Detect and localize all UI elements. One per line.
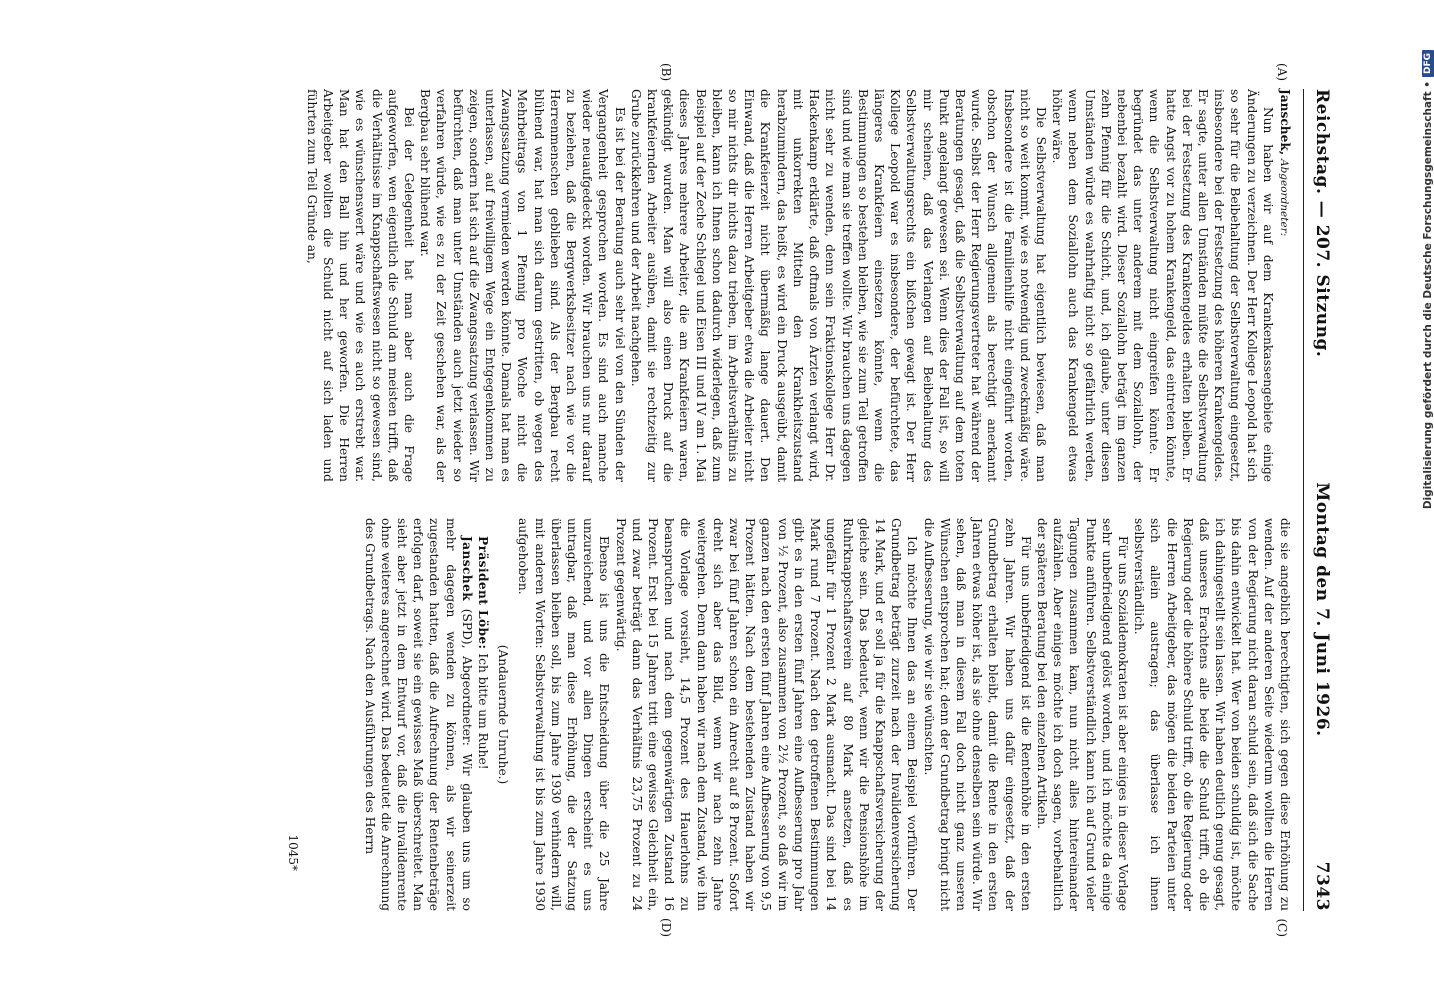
speaker-line: [1276, 89, 1293, 482]
final-speaker-party: (SPD), Abgeordneter:: [459, 608, 474, 746]
signature-mark: 1045*: [285, 834, 300, 871]
margin-marker-c: (C): [1275, 918, 1289, 937]
final-speaker-paragraph: [361, 518, 474, 911]
speaker-role: Abgeordneter:: [1278, 158, 1290, 237]
interjection: (Andauernde Unruhe.): [496, 644, 511, 785]
header-date: Montag den 7. Juni 1926.: [1312, 482, 1332, 737]
margin-marker-d: (D): [659, 918, 673, 937]
paragraph: Für uns unbefriedigend ist die Rentenhöhe in den ersten zehn Jahren. Wir haben uns dafür eingesetzt, daß der Grundbetrag erhalten bleibt, damit die Rente in den ersten Jahren etwas höher ist, als sie ohne denselben sein würde. Wir sehen, daß man in diesem Fall doch nicht ganz unseren Wünschen entsprochen hat; denn der Grundbetrag bringt nicht die Aufbesserung, wie wir sie wünschten.: [921, 518, 1033, 911]
paragraph: Es ist bei der Beratung auch sehr viel von den Sünden der Vergangenheit gesprochen worden. Es sind auch manche wieder neuaufgedeckt worden. Wir brauchen uns nur darauf zu beziehen, daß die Bergwerksbesitzer nach wie vor die Herrenmenschen geblieben sind. Als der Bergbau recht blühend war, hat man sich darum gestritten, ob wegen des Mehrbeitrags von 1 Pfennig pro Woche nicht die Zwangssatzung vermieden werden könnte. Damals hat man es unterlassen, auf freiwilligem Wege ein Entgegenkommen zu zeigen, sondern hat sich auf die Zwangssatzung verlassen. Wir befürchten, daß man unter Umständen auch jetzt wieder so verfahren würde, wie es zu der Zeit geschehen war, als der Bergbau sehr blühend war.: [418, 89, 627, 482]
final-speaker-text: Wir glauben uns um so mehr dagegen wenden zu können, als wir seinerzeit zugestanden hatten, daß die Aufrechnung der Rentenbeträge erfolgen darf, soweit sie ein gewisses Maß überschreitet. Man sieht aber jetzt in dem Entwurf vor, daß die Invalidenrente ohne weiteres angerechnet wird. Das bedeutet die Anrechnung des Grundbetrags. Nach den Ausführungen des Herrn: [362, 518, 474, 912]
paragraph: Nun haben wir auf dem Krankenkassengebiete einige Änderungen zu verzeichnen. Der Herr Kollege Leopold hat sich so sehr für die Beibehaltung der Selbstverwaltung eingesetzt, insbesondere bei der Festsetzung des höheren Krankengeldes. Er sagte, unter allen Umständen müßte die Selbstverwaltung bei der Festsetzung des Krankengeldes erhalten bleiben. Er hatte Angst vor zu hohem Krankengeld, das eintreten könnte, wenn die Selbstverwaltung nicht eingreifen könnte. Er begründet das unter anderem mit dem Soziallohn, der nebenbei bezahlt wird. Dieser Soziallohn beträgt im ganzen zehn Pfennig für die Schicht, und, ich glaube, unter diesen Umständen würde es wahrhaftig nicht so gefährlich werden, wenn neben dem Soziallohn auch das Krankengeld etwas höher wäre.: [1050, 89, 1275, 482]
header-left: Reichstag. — 207. Sitzung.: [1312, 89, 1332, 358]
text-columns: [304, 63, 1293, 937]
left-column: [304, 89, 1293, 482]
credit-text: Digitalisierung gefördert durch die Deutsche Forschungsgemeinschaft •: [1422, 81, 1434, 510]
dfg-logo: DFG: [1422, 50, 1434, 77]
header-rule: [1303, 89, 1304, 911]
paragraph: die sie angeblich berechtigten, sich gegen diese Erhöhung zu wenden. Auf der anderen Seite wiederum wollten die Herren von der Regierung nicht daran schuld sein, daß sich die Sache bis dahin entwickelt hat. Wer von beiden schuldig ist, möchte ich dahingestellt sein lassen. Wir haben deutlich genug gesagt, daß unseres Erachtens alle beide die Schuld trifft, ob die Regierung oder die höhere Schuld trifft, ob die Regierung oder die Herren Arbeitgeber, das mögen die beiden Parteien unter sich allein austragen; das überlasse ich ihnen selbstverständlich.: [1132, 518, 1292, 911]
paragraph: Ich möchte Ihnen das an einem Beispiel vorführen. Der Grundbetrag beträgt zurzeit nach der Invalidenversicherung 14 Mark, und er soll ja für die Knappschaftsversicherung der gleiche sein. Das bedeutet, wenn wir die Pensionshöhe im Ruhrknappschaftsverein auf 80 Mark ansetzen, daß es ungefähr für 1 Prozent 2 Mark ausmacht. Das sind bei 14 Mark rund 7 Prozent. Nach den getroffenen Bestimmungen gibt es in den ersten fünf Jahren eine Aufbesserung pro Jahr von ½ Prozent, also zusammen von 2½ Prozent, so daß wir im ganzen nach den ersten fünf Jahren eine Aufbesserung von 9,5 Prozent hätten. Nach dem bestehenden Zustand haben wir zwar bei fünf Jahren schon ein Anrecht auf 8 Prozent. Sofort dreht sich aber das Bild, wenn wir nach zehn Jahre weitergehen. Denn dann haben wir nach dem Zustand, wie ihn die Vorlage vorsieht, 14,5 Prozent des Hauerlohns zu beanspruchen und nach dem gegenwärtigen Zustand 16 Prozent. Erst bei 15 Jahren tritt eine gewisse Gleichheit ein, und zwar beträgt dann das Verhältnis 23,75 Prozent zu 24 Prozent gegenwärtig.: [613, 518, 920, 911]
right-column: [304, 518, 1293, 911]
digitization-credit: [1418, 0, 1434, 1000]
speaker-name: Janschek,: [1278, 89, 1292, 156]
paragraph: Bei der Gelegenheit hat man aber auch die Frage aufgeworfen, wen eigentlich die Schuld am meisten trifft, daß die Verhältnisse im Knappschaftswesen nicht so gewesen sind, wie es wünschenswert wäre und wie es auch erstrebt war. Man hat den Ball hin und her geworfen. Die Herren Arbeitgeber wollten die Schuld nicht auf sich laden und führten zum Teil Gründe an,: [304, 89, 417, 482]
rotated-document-page: [60, 55, 1350, 945]
paragraph: Die Selbstverwaltung hat eigentlich bewiesen, daß man nicht so weit kommt, wie es notwendig und zweckmäßig wäre. Insbesondere ist die Familienhilfe nicht eingeführt worden, obschon der Wunsch allgemein als berechtigt anerkannt wurde. Selbst der Herr Regierungsvertreter hat während der Beratungen gesagt, daß die Selbstverwaltung auf dem toten Punkt angelangt gewesen sei. Wenn dies der Fall ist, so will mir scheinen, daß das Verlangen auf Beibehaltung des Selbstverwaltungsrechts ein bißchen gewagt ist. Der Herr Kollege Leopold war es insbesondere, der befürchtete, das längeres Krankfeiern einsetzen könnte, wenn die Bestimmungen so bestehen bleiben, wie sie zum Teil getroffen sind und wie man sie treffen wollte. Wir brauchen uns dagegen nicht sehr zu wenden, denn sein Fraktionskollege Herr Dr. Hackenkamp erklärte, daß oftmals von Ärzten verlangt wird, mit unkorrekten Mitteln den Krankheitszustand herabzumindern, das heißt, es wird ein Druck ausgeübt, damit die Krankfeierzeit nicht übermäßig lange dauert. Den Einwand, daß die Herren Arbeitgeber etwa die Arbeiter nicht so mir nichts dir nichts dazu trieben, im Arbeitsverhältnis zu bleiben, kann ich Ihnen schon dadurch widerlegen, daß zum Beispiel auf der Zeche Schlegel und Eisen III und IV am 1. Mai dieses Jahres mehrere Arbeiter, die am Krankfeiern waren, gekündigt wurden. Man will also einen Druck auf die krankfeiernden Arbeiter ausüben, damit sie rechtzeitig zur Grube zurückkehren und der Arbeit nachgehen.: [628, 89, 1048, 482]
page-header: [1312, 89, 1332, 911]
president-line: [475, 518, 491, 911]
final-speaker-name: Janschek: [459, 536, 474, 602]
margin-marker-a: (A): [1275, 63, 1289, 82]
president-text: Ich bitte um Ruhe!: [476, 653, 491, 770]
paragraph: Ebenso ist uns die Entscheidung über die 25 Jahre unzureichend, und vor allen Dingen erscheint es uns untragbar, daß man diese Erhöhung, die der Satzung überlassen bleiben soll, bis zum Jahre 1930 verhindern will, mit anderen Worten: Selbstverwaltung ist bis zum Jahre 1930 aufgehoben.: [516, 518, 612, 911]
margin-marker-b: (B): [659, 63, 673, 82]
paragraph: Für uns Sozialdemokraten ist aber einiges in dieser Vorlage sehr unbefriedigend gelöst worden, und ich möchte da einige Punkte anführen. Selbstverständlich kann ich auf Grund vieler Tagungen zusammen kam, nun nicht alles hintereinander aufzählen. Aber einiges möchte ich doch sagen, vorbehaltlich der späteren Beratung bei den einzelnen Artikeln.: [1034, 518, 1130, 911]
page-number: 7343: [1312, 861, 1332, 911]
president-name: Präsident Löbe:: [476, 536, 491, 650]
